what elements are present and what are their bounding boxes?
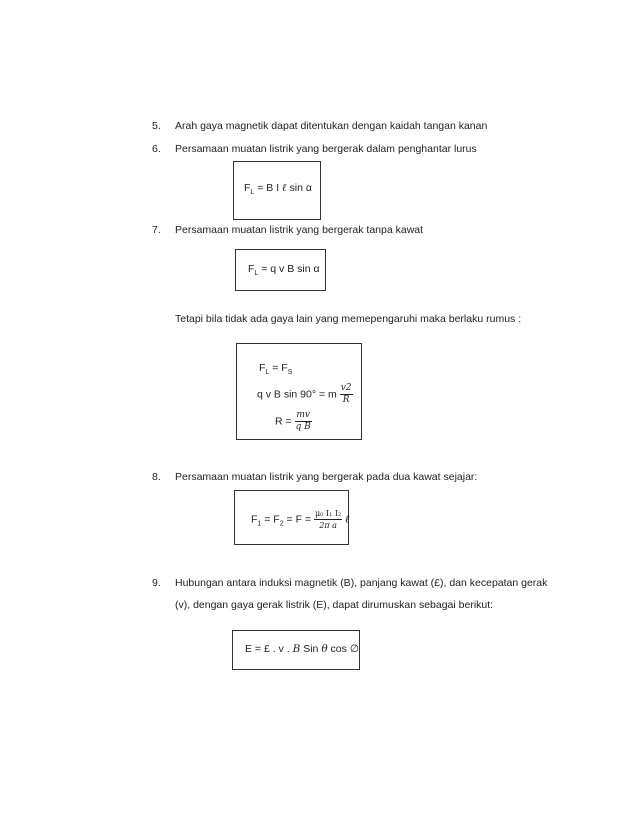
formula-box-parallel-wires [234,490,349,545]
formula-centripetal: q v B sin 90° = m $\frac{v2}{R}$ [257,383,352,405]
formula-emf: E = £ . v . B Sin θ cos ∅ [245,643,359,655]
item-text-9-line2: (v), dengan gaya gerak listrik (E), dapat dirumuskan sebagai berikut: [175,599,494,611]
item-text-7: Persamaan muatan listrik yang bergerak tanpa kawat [175,224,424,236]
item-number-8: 8. [152,471,161,483]
formula-lorentz-charge: $F_L = q$ v B sin α [248,263,320,278]
formula-box-lorentz-wire [233,161,321,220]
item-text-5: Arah gaya magnetik dapat ditentukan dengan kaidah tangan kanan [175,120,488,132]
formula-force-equality: $F_L = F_S$ [259,362,293,377]
formula-parallel-wires: $F_1 = F_2 = F$ = $\frac{\text{μ₀ I₁ I₂}}{\text{2π a}}$ ℓ [251,509,350,530]
item-text-9-line1: Hubungan antara induksi magnetik (B), panjang kawat (£), dan kecepatan gerak [175,577,548,589]
formula-box-lorentz-charge [235,249,326,291]
formula-radius: R = $\frac{mv}{\text{q B}}$ [275,410,311,432]
item-number-7: 7. [152,224,161,236]
item-text-8: Persamaan muatan listrik yang bergerak pada dua kawat sejajar: [175,471,478,483]
item-number-9: 9. [152,577,161,589]
item-number-5: 5. [152,120,161,132]
item-number-6: 6. [152,143,161,155]
formula-box-radius [236,343,362,440]
formula-lorentz-wire: $F_L = B$ I ℓ sin α [244,182,312,197]
formula-box-emf [232,630,360,670]
item-text-6: Persamaan muatan listrik yang bergerak dalam penghantar lurus [175,143,477,155]
note-text: Tetapi bila tidak ada gaya lain yang memepengaruhi maka berlaku rumus : [175,313,522,325]
